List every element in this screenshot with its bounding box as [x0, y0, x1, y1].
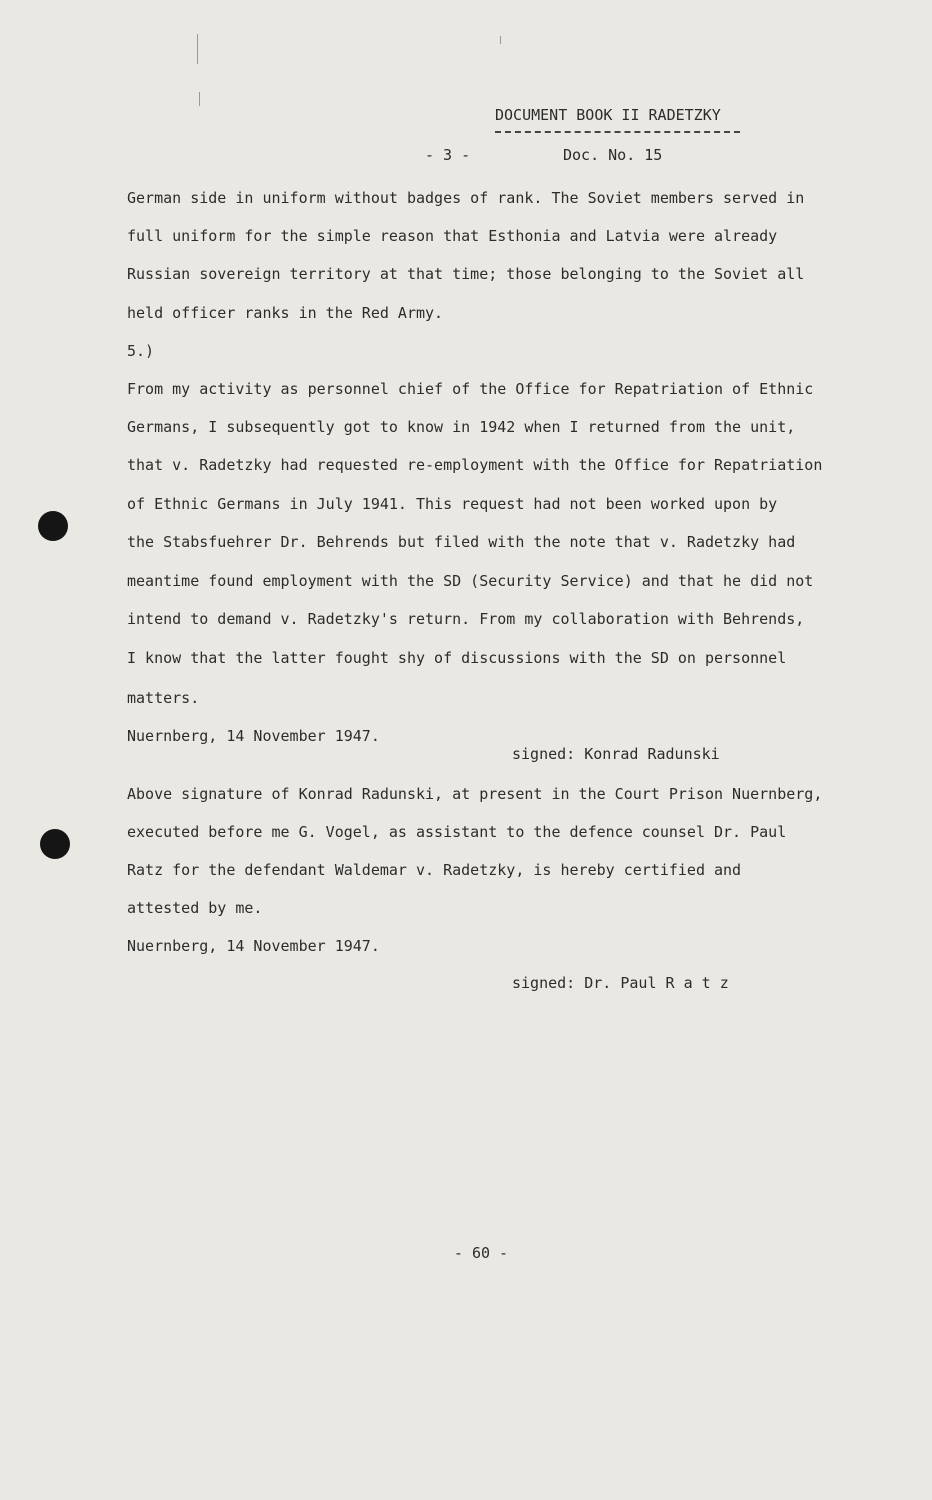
body-line: of Ethnic Germans in July 1941. This request had not been worked upon by [127, 495, 778, 513]
body-line: matters. [127, 689, 200, 707]
body-line: Russian sovereign territory at that time; those belonging to the Soviet all [127, 265, 805, 283]
document-number: Doc. No. 15 [563, 146, 663, 164]
paragraph-number: 5.) [127, 342, 155, 360]
page-marker: - 3 - [425, 146, 471, 164]
header-underline [495, 131, 740, 133]
body-line: held officer ranks in the Red Army. [127, 304, 444, 322]
body-line: full uniform for the simple reason that Esthonia and Latvia were already [127, 227, 778, 245]
body-line: From my activity as personnel chief of the Office for Repatriation of Ethnic [127, 380, 814, 398]
body-line: intend to demand v. Radetzky's return. From my collaboration with Behrends, [127, 610, 805, 628]
page-number: - 60 - [453, 1244, 509, 1262]
paper-mark [197, 34, 198, 64]
certification-line: attested by me. [127, 899, 263, 917]
punch-hole [38, 511, 68, 541]
paper-mark [199, 92, 200, 106]
place-date: Nuernberg, 14 November 1947. [127, 937, 380, 955]
body-line: meantime found employment with the SD (Security Service) and that he did not [127, 572, 814, 590]
body-line: I know that the latter fought shy of discussions with the SD on personnel [127, 649, 787, 667]
punch-hole [40, 829, 70, 859]
document-book-title: DOCUMENT BOOK II RADETZKY [495, 106, 721, 124]
certification-line: Ratz for the defendant Waldemar v. Radetzky, is hereby certified and [127, 861, 742, 879]
signature-radunski: signed: Konrad Radunski [512, 745, 720, 763]
paper-mark [500, 36, 501, 44]
body-line: the Stabsfuehrer Dr. Behrends but filed with the note that v. Radetzky had [127, 533, 796, 551]
body-line: German side in uniform without badges of rank. The Soviet members served in [127, 189, 805, 207]
body-line: Germans, I subsequently got to know in 1942 when I returned from the unit, [127, 418, 796, 436]
body-line: that v. Radetzky had requested re-employment with the Office for Repatriation [127, 456, 823, 474]
certification-line: Above signature of Konrad Radunski, at present in the Court Prison Nuernberg, [127, 785, 823, 803]
certification-line: executed before me G. Vogel, as assistant to the defence counsel Dr. Paul [127, 823, 787, 841]
signature-ratz: signed: Dr. Paul R a t z [512, 974, 729, 992]
place-date: Nuernberg, 14 November 1947. [127, 727, 380, 745]
